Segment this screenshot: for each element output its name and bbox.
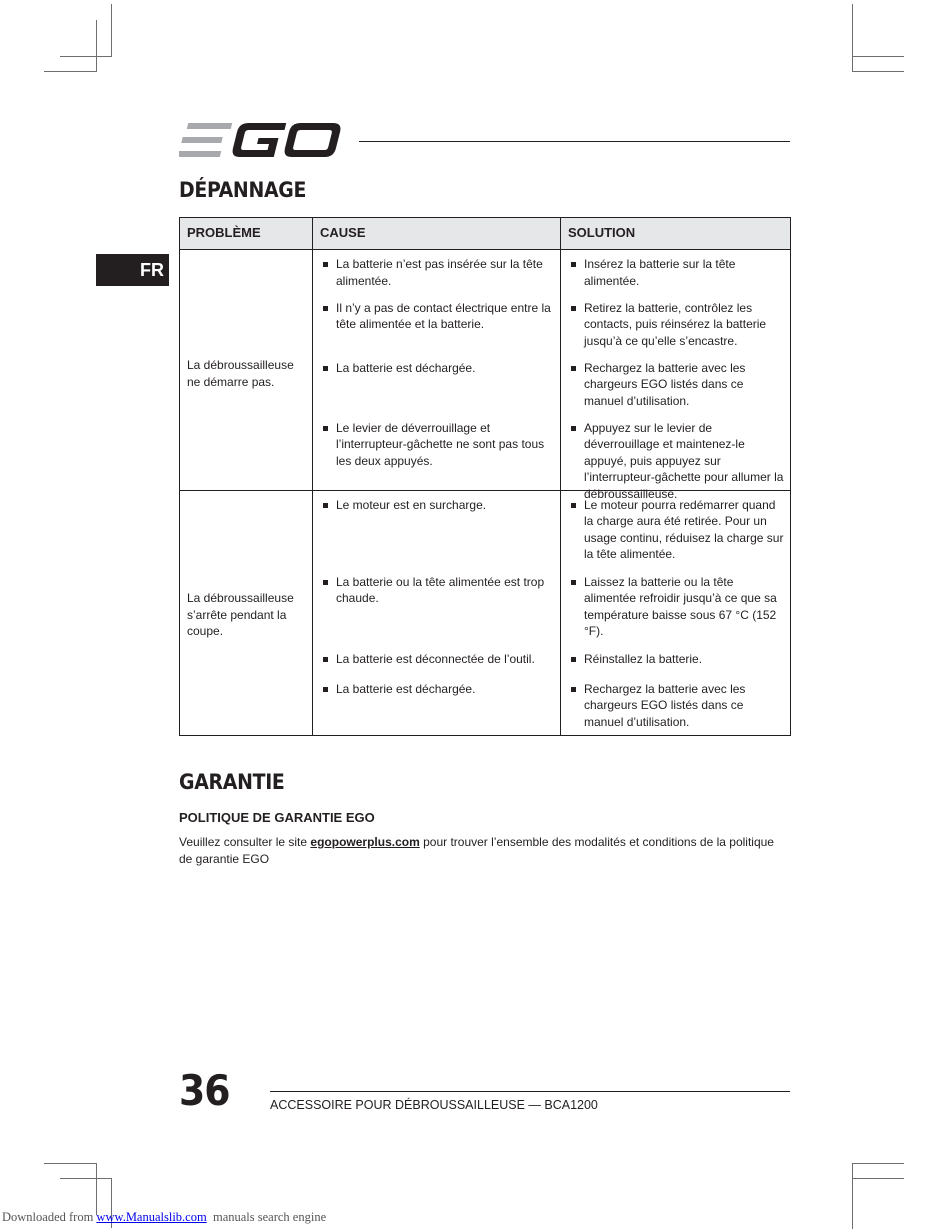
solutions-cell xyxy=(561,250,791,501)
causes-cell xyxy=(313,490,561,735)
header-problem: PROBLÈME xyxy=(180,218,313,250)
solutions-cell xyxy=(561,490,791,735)
table-row xyxy=(180,490,791,735)
solution-item: Rechargez la batterie avec les chargeurs EGO listés dans ce manuel d’utilisation. xyxy=(570,360,784,420)
header-rule xyxy=(359,141,790,142)
warranty-text-after: pour trouver l’ensemble des modalités et conditions de la politique de garantie EGO xyxy=(179,835,774,866)
table-header-row xyxy=(180,218,791,250)
warranty-link[interactable]: egopowerplus.com xyxy=(310,835,420,849)
download-prefix: Downloaded from xyxy=(2,1210,97,1224)
problem-cell: La débroussailleuse ne démarre pas. xyxy=(180,250,313,491)
warranty-text-before: Veuillez consulter le site xyxy=(179,835,311,849)
solution-item: Retirez la batterie, contrôlez les contacts, puis réinsérez la batterie jusqu’à ce qu’elle s’encastre. xyxy=(570,300,784,360)
causes-cell xyxy=(313,250,561,491)
header-solution: SOLUTION xyxy=(561,218,791,250)
cause-item: La batterie ou la tête alimentée est trop chaude. xyxy=(322,574,554,651)
table-row xyxy=(180,250,791,491)
cause-item: Le levier de déverrouillage et l’interrupteur-gâchette ne sont pas tous les deux appuyés. xyxy=(322,420,554,486)
language-tab-label: FR xyxy=(140,259,164,280)
download-notice xyxy=(2,1210,326,1225)
warranty-title: GARANTIE xyxy=(179,770,285,794)
footer-product-title: ACCESSOIRE POUR DÉBROUSSAILLEUSE — BCA1200 xyxy=(270,1098,598,1112)
solution-item: Réinstallez la batterie. xyxy=(570,651,784,681)
ego-logo xyxy=(179,120,345,160)
page-number: 36 xyxy=(179,1066,230,1115)
header-cause: CAUSE xyxy=(313,218,561,250)
warranty-subtitle: POLITIQUE DE GARANTIE EGO xyxy=(179,810,375,825)
language-tab xyxy=(96,254,169,286)
problem-cell: La débroussailleuse s’arrête pendant la coupe. xyxy=(180,490,313,735)
cause-item: La batterie n’est pas insérée sur la tête alimentée. xyxy=(322,256,554,300)
footer-rule xyxy=(270,1091,790,1092)
cause-item: La batterie est déconnectée de l’outil. xyxy=(322,651,554,681)
troubleshooting-title: DÉPANNAGE xyxy=(179,178,307,202)
solution-item: Appuyez sur le levier de déverrouillage et maintenez-le appuyé, puis appuyez sur l’interrupteur-gâchette pour allumer la débroussailleuse. xyxy=(570,420,784,486)
cause-item: Il n’y a pas de contact électrique entre la tête alimentée et la batterie. xyxy=(322,300,554,360)
download-suffix: manuals search engine xyxy=(206,1210,327,1224)
warranty-text xyxy=(179,834,779,867)
cause-item: La batterie est déchargée. xyxy=(322,360,554,420)
solution-item: Insérez la batterie sur la tête alimentée. xyxy=(570,256,784,300)
solution-item: Le moteur pourra redémarrer quand la charge aura été retirée. Pour un usage continu, réduisez la charge sur la tête alimentée. xyxy=(570,497,784,574)
cause-item: La batterie est déchargée. xyxy=(322,681,554,731)
solution-item: Laissez la batterie ou la tête alimentée refroidir jusqu’à ce que sa température baisse sous 67 °C (152 °F). xyxy=(570,574,784,651)
manualslib-link[interactable]: www.Manualslib.com xyxy=(96,1210,207,1224)
cause-item: Le moteur est en surcharge. xyxy=(322,497,554,574)
solution-item: Rechargez la batterie avec les chargeurs EGO listés dans ce manuel d’utilisation. xyxy=(570,681,784,731)
troubleshooting-table xyxy=(179,217,791,736)
